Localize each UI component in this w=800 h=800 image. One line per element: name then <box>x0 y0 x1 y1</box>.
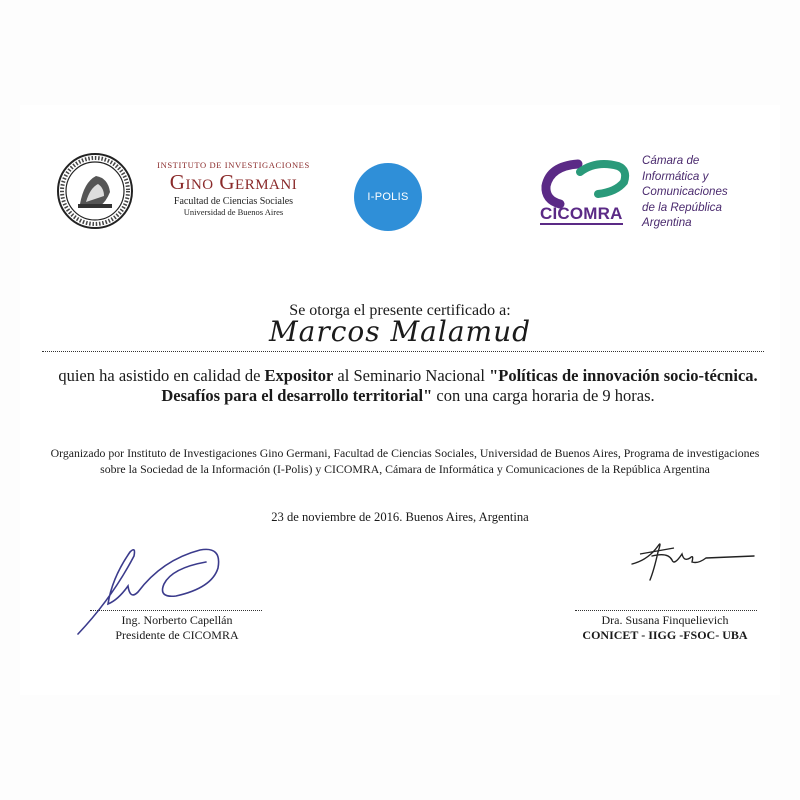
recipient-name: Marcos Malamud <box>268 315 532 348</box>
main-post: con una carga horaria de 9 horas. <box>432 386 655 405</box>
signer-left-title: Presidente de CICOMRA <box>115 627 239 642</box>
signature-line-right <box>575 610 757 611</box>
cicomra-line: Informática y <box>642 169 709 183</box>
cicomra-line: Comunicaciones <box>642 185 728 198</box>
signer-left-name: Ing. Norberto Capellán <box>121 613 233 627</box>
organizers-text: Organizado por Instituto de Investigaciones Gino Germani, Facultad de Ciencias Sociales, Universidad de Buenos Aires, Programa de investigaciones sobre la Sociedad de la Información (I-Polis) y CICOMRA, Cámara de Informática y Comunicaciones de la República Argentina <box>50 446 760 476</box>
cicomra-line: de la República <box>642 200 722 214</box>
main-mid: al Seminario Nacional <box>333 366 490 385</box>
signer-left <box>72 613 282 642</box>
recipient-underline <box>42 351 764 352</box>
germani-name: Gino Germani <box>169 170 298 194</box>
seminar-title: "Políticas de innovación socio-técnica. Desafíos para el desarrollo territorial" <box>161 366 758 405</box>
germani-faculty: Facultad de Ciencias Sociales <box>173 196 294 207</box>
award-text: Se otorga el presente certificado a: <box>289 302 511 319</box>
main-statement <box>50 366 766 406</box>
germani-logo <box>146 160 321 217</box>
cicomra-wordmark: CICOMRA <box>540 204 623 223</box>
cicomra-line: Argentina <box>642 216 692 229</box>
uba-seal-icon <box>56 152 134 230</box>
germani-institute-line: INSTITUTO DE INVESTIGACIONES <box>157 160 310 170</box>
cicomra-description <box>642 153 728 231</box>
signer-right-title: CONICET - IIGG -FSOC- UBA <box>582 627 748 642</box>
cicomra-line: Cámara de <box>642 154 700 167</box>
signature-right-icon <box>628 534 760 586</box>
main-pre: quien ha asistido en calidad de <box>58 366 265 385</box>
date-place: 23 de noviembre de 2016. Buenos Aires, Argentina <box>271 510 529 524</box>
signer-right-name: Dra. Susana Finquelievich <box>601 613 729 627</box>
germani-university: Universidad de Buenos Aires <box>183 207 284 217</box>
ipolis-label: I-POLIS <box>367 191 409 203</box>
signature-line-left <box>90 610 262 611</box>
signer-right <box>560 613 770 642</box>
role-text: Expositor <box>264 366 334 385</box>
ipolis-logo <box>354 163 422 231</box>
